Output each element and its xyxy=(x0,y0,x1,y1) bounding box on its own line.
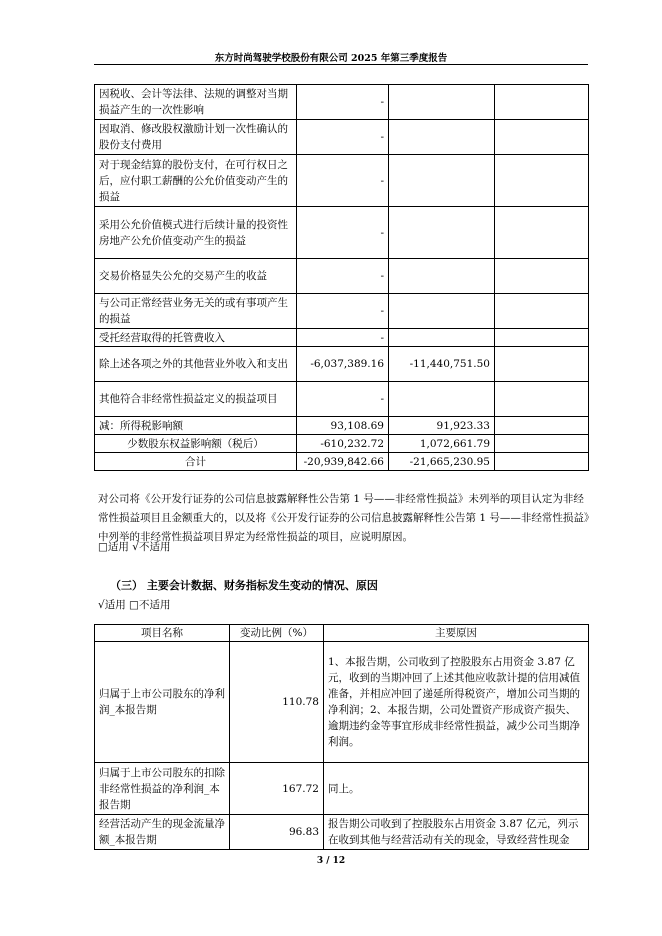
non-recurring-gains-table xyxy=(94,84,589,471)
note-cell xyxy=(495,120,589,155)
note-cell xyxy=(495,329,589,347)
item-name: 归属于上市公司股东的净利润_本报告期 xyxy=(95,642,230,763)
table-header-row xyxy=(95,625,589,642)
note-cell xyxy=(495,382,589,417)
table-row xyxy=(95,417,589,435)
note-cell xyxy=(495,207,589,259)
row-label: 与公司正常经营业务无关的或有事项产生的损益 xyxy=(95,294,297,329)
table-row xyxy=(95,120,589,155)
row-label: 除上述各项之外的其他营业外收入和支出 xyxy=(95,347,297,382)
table-row xyxy=(95,207,589,259)
current-period-value: - xyxy=(297,85,389,120)
change-ratio: 96.83 xyxy=(230,815,324,850)
ytd-value xyxy=(389,259,495,294)
note-cell xyxy=(495,435,589,453)
row-label: 因税收、会计等法律、法规的调整对当期损益产生的一次性影响 xyxy=(95,85,297,120)
row-label: 其他符合非经常性损益定义的损益项目 xyxy=(95,382,297,417)
change-ratio: 110.78 xyxy=(230,642,324,763)
report-header: 东方时尚驾驶学校股份有限公司 2025 年第三季度报告 xyxy=(214,53,448,64)
ytd-value: -11,440,751.50 xyxy=(389,347,495,382)
current-period-value: - xyxy=(297,120,389,155)
current-period-value: - xyxy=(297,294,389,329)
ytd-value xyxy=(389,329,495,347)
note-cell xyxy=(495,417,589,435)
ytd-value: 91,923.33 xyxy=(389,417,495,435)
row-label: 少数股东权益影响额（税后） xyxy=(95,435,297,453)
change-ratio: 167.72 xyxy=(230,763,324,815)
explanation-paragraph: 对公司将《公开发行证券的公司信息披露解释性公告第 1 号——非经常性损益》未列举的项目认定为非经常性损益项目且金额重大的，以及将《公开发行证券的公司信息披露解释性公告第 1 号——非经常性损益》中列举的非经常性损益项目界定为经常性损益的项目，应说明原因。 xyxy=(98,493,590,543)
table-row xyxy=(95,435,589,453)
current-period-value: -6,037,389.16 xyxy=(297,347,389,382)
note-cell xyxy=(495,85,589,120)
row-label: 合计 xyxy=(95,453,297,471)
current-period-value: 93,108.69 xyxy=(297,417,389,435)
table-row xyxy=(95,815,589,850)
applicability-option: √适用 □不适用 xyxy=(98,599,171,611)
table-row xyxy=(95,85,589,120)
current-period-value: - xyxy=(297,329,389,347)
table-row xyxy=(95,329,589,347)
table-row xyxy=(95,155,589,207)
row-label: 交易价格显失公允的交易产生的收益 xyxy=(95,259,297,294)
note-cell xyxy=(495,155,589,207)
table-row xyxy=(95,259,589,294)
table-row xyxy=(95,453,589,471)
current-period-value: - xyxy=(297,207,389,259)
row-label: 因取消、修改股权激励计划一次性确认的股份支付费用 xyxy=(95,120,297,155)
ytd-value xyxy=(389,382,495,417)
current-period-value: -20,939,842.66 xyxy=(297,453,389,471)
ytd-value xyxy=(389,155,495,207)
ytd-value xyxy=(389,120,495,155)
row-label: 减：所得税影响额 xyxy=(95,417,297,435)
current-period-value: - xyxy=(297,155,389,207)
table-row xyxy=(95,763,589,815)
item-name: 经营活动产生的现金流量净额_本报告期 xyxy=(95,815,230,850)
ytd-value: -21,665,230.95 xyxy=(389,453,495,471)
table-row xyxy=(95,642,589,763)
column-header: 变动比例（%） xyxy=(230,625,324,642)
section-title: （三） 主要会计数据、财务指标发生变动的情况、原因 xyxy=(110,579,378,592)
change-reasons-table xyxy=(94,624,589,850)
row-label: 对于现金结算的股份支付，在可行权日之后，应付职工薪酬的公允价值变动产生的损益 xyxy=(95,155,297,207)
main-reason: 1、本报告期，公司收到了控股股东占用资金 3.87 亿元，收到的当期冲回了上述其他应收款计提的信用减值准备，并相应冲回了递延所得税资产，增加公司当期的净利润；2、本报告期，公司处置资产形成资产损失、逾期违约金等事宜形成非经常性损益，减少公司当期净利润。 xyxy=(324,642,589,763)
column-header: 项目名称 xyxy=(95,625,230,642)
current-period-value: - xyxy=(297,259,389,294)
main-reason: 同上。 xyxy=(324,763,589,815)
note-cell xyxy=(495,259,589,294)
page-number: 3 / 12 xyxy=(316,856,346,866)
ytd-value xyxy=(389,207,495,259)
ytd-value xyxy=(389,85,495,120)
table-row xyxy=(95,382,589,417)
column-header: 主要原因 xyxy=(324,625,589,642)
ytd-value xyxy=(389,294,495,329)
row-label: 受托经营取得的托管费收入 xyxy=(95,329,297,347)
main-reason: 报告期公司收到了控股股东占用资金 3.87 亿元，列示在收到其他与经营活动有关的现金，导致经营性现金 xyxy=(324,815,589,850)
item-name: 归属于上市公司股东的扣除非经常性损益的净利润_本报告期 xyxy=(95,763,230,815)
current-period-value: - xyxy=(297,382,389,417)
header-divider xyxy=(94,64,588,65)
note-cell xyxy=(495,453,589,471)
row-label: 采用公允价值模式进行后续计量的投资性房地产公允价值变动产生的损益 xyxy=(95,207,297,259)
applicability-option: □适用 √不适用 xyxy=(98,541,171,553)
ytd-value: 1,072,661.79 xyxy=(389,435,495,453)
current-period-value: -610,232.72 xyxy=(297,435,389,453)
note-cell xyxy=(495,347,589,382)
table-row xyxy=(95,347,589,382)
table-row xyxy=(95,294,589,329)
note-cell xyxy=(495,294,589,329)
